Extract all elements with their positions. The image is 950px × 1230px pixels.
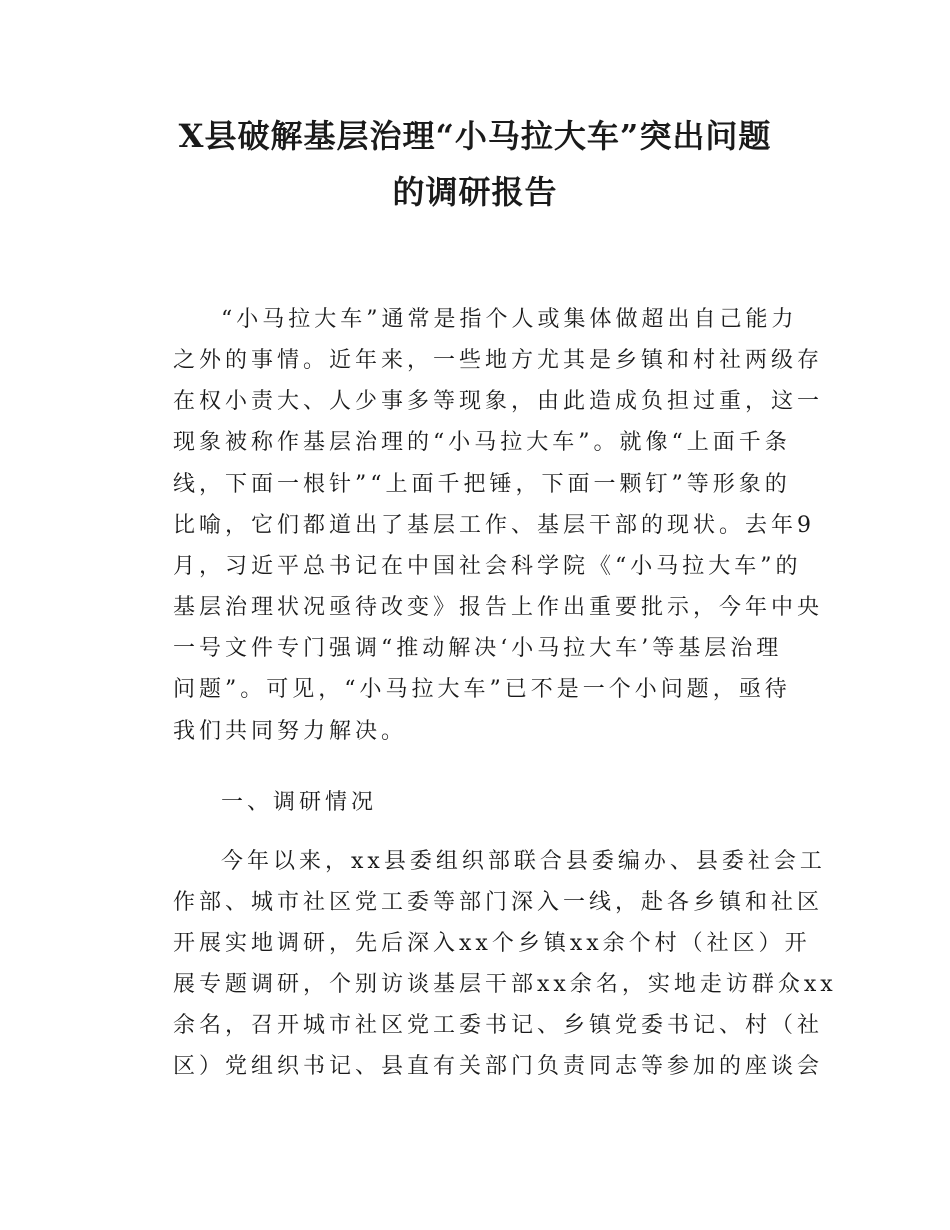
section-heading: 一、调研情况 [221, 790, 378, 815]
document-title-line-2: 的调研报告 [392, 173, 558, 211]
intro-line-7: 月，习近平总书记在中国社会科学院《“小马拉大车”的 [173, 554, 802, 579]
intro-line-1: “小马拉大车”通常是指个人或集体做超出自己能力 [221, 307, 798, 332]
intro-line-2: 之外的事情。近年来，一些地方尤其是乡镇和村社两级存 [173, 348, 824, 373]
intro-line-8: 基层治理状况亟待改变》报告上作出重要批示，今年中央 [173, 595, 824, 620]
intro-line-9: 一号文件专门强调“推动解决‘小马拉大车’等基层治理 [173, 636, 783, 661]
section-line-1: 今年以来，xx县委组织部联合县委编办、县委社会工 [221, 849, 826, 874]
section-line-4: 展专题调研，个别访谈基层干部xx余名，实地走访群众xx [173, 972, 837, 997]
intro-line-4: 现象被称作基层治理的“小马拉大车”。就像“上面千条 [173, 430, 791, 455]
section-line-6: 区）党组织书记、县直有关部门负责同志等参加的座谈会 [173, 1054, 824, 1079]
section-line-5: 余名，召开城市社区党工委书记、乡镇党委书记、村（社 [173, 1013, 824, 1038]
intro-line-10: 问题”。可见，“小马拉大车”已不是一个小问题，亟待 [173, 677, 791, 702]
intro-line-11: 我们共同努力解决。 [173, 719, 408, 744]
document-title-line-1: X县破解基层治理“小马拉大车”突出问题 [178, 117, 772, 155]
intro-line-5: 线，下面一根针”“上面千把锤，下面一颗钉”等形象的 [173, 472, 791, 497]
section-line-2: 作部、城市社区党工委等部门深入一线，赴各乡镇和社区 [173, 890, 824, 915]
intro-line-6: 比喻，它们都道出了基层工作、基层干部的现状。去年9 [173, 513, 815, 538]
section-line-3: 开展实地调研，先后深入xx个乡镇xx余个村（社区）开 [173, 931, 811, 956]
intro-line-3: 在权小责大、人少事多等现象，由此造成负担过重，这一 [173, 389, 824, 414]
